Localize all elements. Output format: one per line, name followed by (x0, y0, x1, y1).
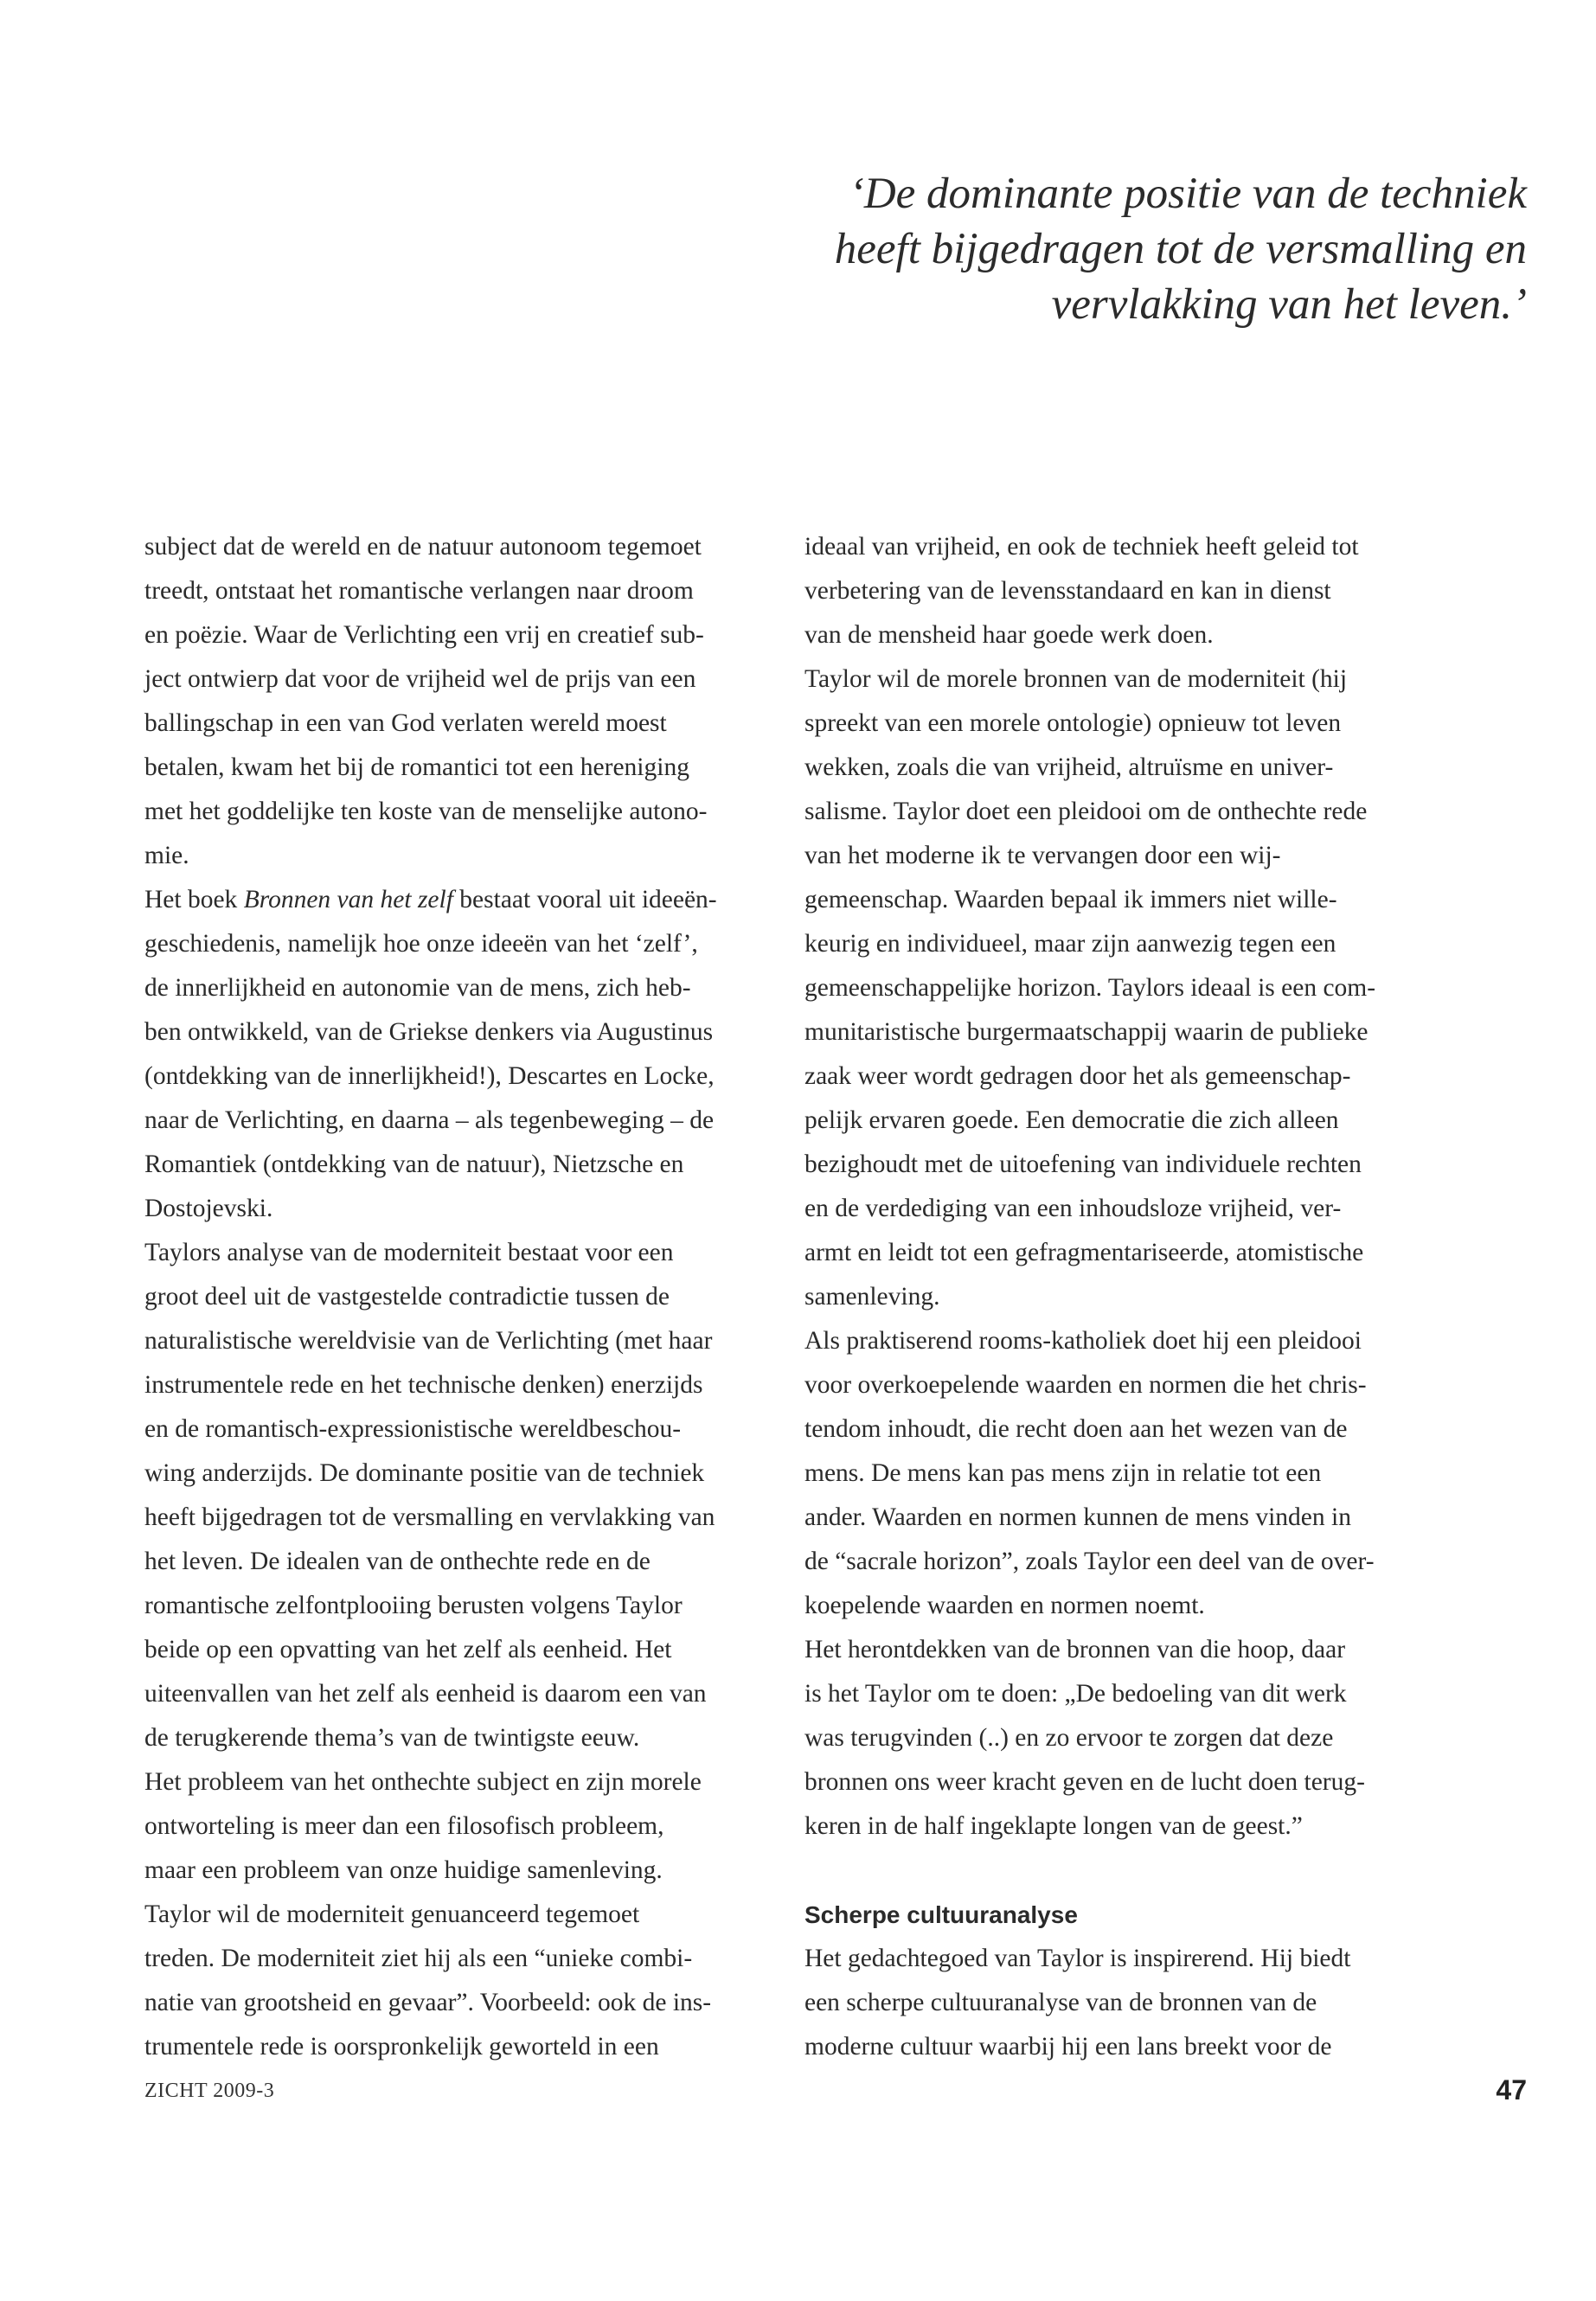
paragraph-spacer (804, 1849, 1410, 1893)
text-line: keurig en individueel, maar zijn aanwezig tegen een (804, 930, 1336, 958)
pull-quote-line: ‘De dominante positie van de techniek (849, 170, 1527, 218)
text-line: gemeenschappelijke horizon. Taylors ideaal is een com- (804, 974, 1376, 1002)
text-line: gemeenschap. Waarden bepaal ik immers niet wille- (804, 886, 1337, 913)
text-line: zaak weer wordt gedragen door het als gemeenschap- (804, 1062, 1351, 1090)
text-line: bronnen ons weer kracht geven en de lucht doen terug- (804, 1768, 1365, 1796)
text-line: van het moderne ik te vervangen door een wij- (804, 842, 1281, 869)
pull-quote (748, 166, 1527, 332)
text-line: spreekt van een morele ontologie) opnieuw tot leven (804, 709, 1342, 737)
text-line: samenleving. (804, 1283, 940, 1311)
text-line: ontworteling is meer dan een filosofisch probleem, (144, 1812, 664, 1840)
text-line: is het Taylor om te doen: „De bedoeling van dit werk (804, 1680, 1347, 1708)
text-line: Romantiek (ontdekking van de natuur), Nietzsche en (144, 1150, 684, 1178)
text-line: Het probleem van het onthechte subject en zijn morele (144, 1768, 702, 1796)
text-line: (ontdekking van de innerlijkheid!), Descartes en Locke, (144, 1062, 715, 1090)
text-line: salisme. Taylor doet een pleidooi om de onthechte rede (804, 798, 1368, 825)
text-line: bezighoudt met de uitoefening van individuele rechten (804, 1150, 1362, 1178)
section-heading: Scherpe cultuuranalyse (804, 1901, 1078, 1928)
text-line: ballingschap in een van God verlaten wereld moest (144, 709, 667, 737)
text-line: Als praktiserend rooms-katholiek doet hij een pleidooi (804, 1327, 1362, 1355)
text-line: tendom inhoudt, die recht doen aan het wezen van de (804, 1415, 1348, 1443)
text-line: pelijk ervaren goede. Een democratie die zich alleen (804, 1106, 1339, 1134)
text-line: ideaal van vrijheid, en ook de techniek heeft geleid tot (804, 533, 1359, 561)
text-line: geschiedenis, namelijk hoe onze ideeën van het ‘zelf’, (144, 930, 698, 958)
text-line: naar de Verlichting, en daarna – als tegenbeweging – de (144, 1106, 715, 1134)
text-line: munitaristische burgermaatschappij waarin de publieke (804, 1018, 1368, 1046)
footer-page-number: 47 (1496, 2074, 1527, 2106)
text-line: voor overkoepelende waarden en normen die het chris- (804, 1371, 1367, 1399)
text-line: de innerlijkheid en autonomie van de mens, zich heb- (144, 974, 691, 1002)
text-line: mens. De mens kan pas mens zijn in relatie tot een (804, 1459, 1322, 1487)
text-line: Dostojevski. (144, 1195, 273, 1222)
text-line: ander. Waarden en normen kunnen de mens vinden in (804, 1503, 1351, 1531)
text-line: subject dat de wereld en de natuur autonoom tegemoet (144, 533, 702, 561)
text-line: een scherpe cultuuranalyse van de bronnen van de (804, 1989, 1317, 2016)
text-line: keren in de half ingeklapte longen van de geest.” (804, 1812, 1303, 1840)
text-line: trumentele rede is oorspronkelijk geworteld in een (144, 2033, 659, 2061)
text-line: ject ontwierp dat voor de vrijheid wel de prijs van een (144, 665, 696, 693)
text-line: moderne cultuur waarbij hij een lans breekt voor de (804, 2033, 1332, 2061)
body-column-left (144, 525, 750, 2069)
text-line: armt en leidt tot een gefragmentariseerde, atomistische (804, 1239, 1364, 1266)
text-line: betalen, kwam het bij de romantici tot een hereniging (144, 753, 689, 781)
text-line: Taylors analyse van de moderniteit bestaat voor een (144, 1239, 674, 1266)
text-line: instrumentele rede en het technische denken) enerzijds (144, 1371, 703, 1399)
footer-publication: ZICHT 2009-3 (144, 2080, 275, 2102)
text-line: was terugvinden (..) en zo ervoor te zorgen dat deze (804, 1724, 1334, 1752)
text-line: de “sacrale horizon”, zoals Taylor een deel van de over- (804, 1548, 1375, 1575)
text-line: heeft bijgedragen tot de versmalling en vervlakking van (144, 1503, 715, 1531)
text-line: Taylor wil de morele bronnen van de moderniteit (hij (804, 665, 1348, 693)
text-line: verbetering van de levensstandaard en kan in dienst (804, 577, 1331, 605)
text-line: maar een probleem van onze huidige samenleving. (144, 1856, 663, 1884)
text-line: natie van grootsheid en gevaar”. Voorbeeld: ook de ins- (144, 1989, 712, 2016)
text-line: de terugkerende thema’s van de twintigste eeuw. (144, 1724, 640, 1752)
text-line: treden. De moderniteit ziet hij als een “unieke combi- (144, 1945, 693, 1972)
text-line: wing anderzijds. De dominante positie van de techniek (144, 1459, 705, 1487)
text-line: treedt, ontstaat het romantische verlangen naar droom (144, 577, 694, 605)
text-line: en poëzie. Waar de Verlichting een vrij en creatief sub- (144, 621, 704, 649)
pull-quote-line: vervlakking van het leven.’ (1051, 280, 1527, 329)
text-line: beide op een opvatting van het zelf als eenheid. Het (144, 1636, 672, 1663)
text-line: naturalistische wereldvisie van de Verlichting (met haar (144, 1327, 713, 1355)
pull-quote-line: heeft bijgedragen tot de versmalling en (834, 225, 1527, 273)
text-line: het leven. De idealen van de onthechte rede en de (144, 1548, 651, 1575)
text-line: Taylor wil de moderniteit genuanceerd tegemoet (144, 1900, 640, 1928)
text-line: Het gedachtegoed van Taylor is inspirerend. Hij biedt (804, 1945, 1351, 1972)
text-line: koepelende waarden en normen noemt. (804, 1592, 1205, 1619)
text-line: romantische zelfontplooiing berusten volgens Taylor (144, 1592, 683, 1619)
book-title: Bronnen van het zelf (243, 886, 453, 913)
body-column-right (804, 525, 1410, 2069)
text-line: groot deel uit de vastgestelde contradictie tussen de (144, 1283, 670, 1311)
text-line: en de romantisch-expressionistische wereldbeschou- (144, 1415, 682, 1443)
text-line: ben ontwikkeld, van de Griekse denkers via Augustinus (144, 1018, 714, 1046)
text-line: Het herontdekken van de bronnen van die hoop, daar (804, 1636, 1346, 1663)
text-line: van de mensheid haar goede werk doen. (804, 621, 1214, 649)
text-line: mie. (144, 842, 189, 869)
text-line: Het boek Bronnen van het zelf bestaat vooral uit ideeën- (144, 886, 717, 913)
text-line: met het goddelijke ten koste van de menselijke autono- (144, 798, 708, 825)
text-line: wekken, zoals die van vrijheid, altruïsme en univer- (804, 753, 1334, 781)
text-line: uiteenvallen van het zelf als eenheid is daarom een van (144, 1680, 707, 1708)
text-line: en de verdediging van een inhoudsloze vrijheid, ver- (804, 1195, 1342, 1222)
